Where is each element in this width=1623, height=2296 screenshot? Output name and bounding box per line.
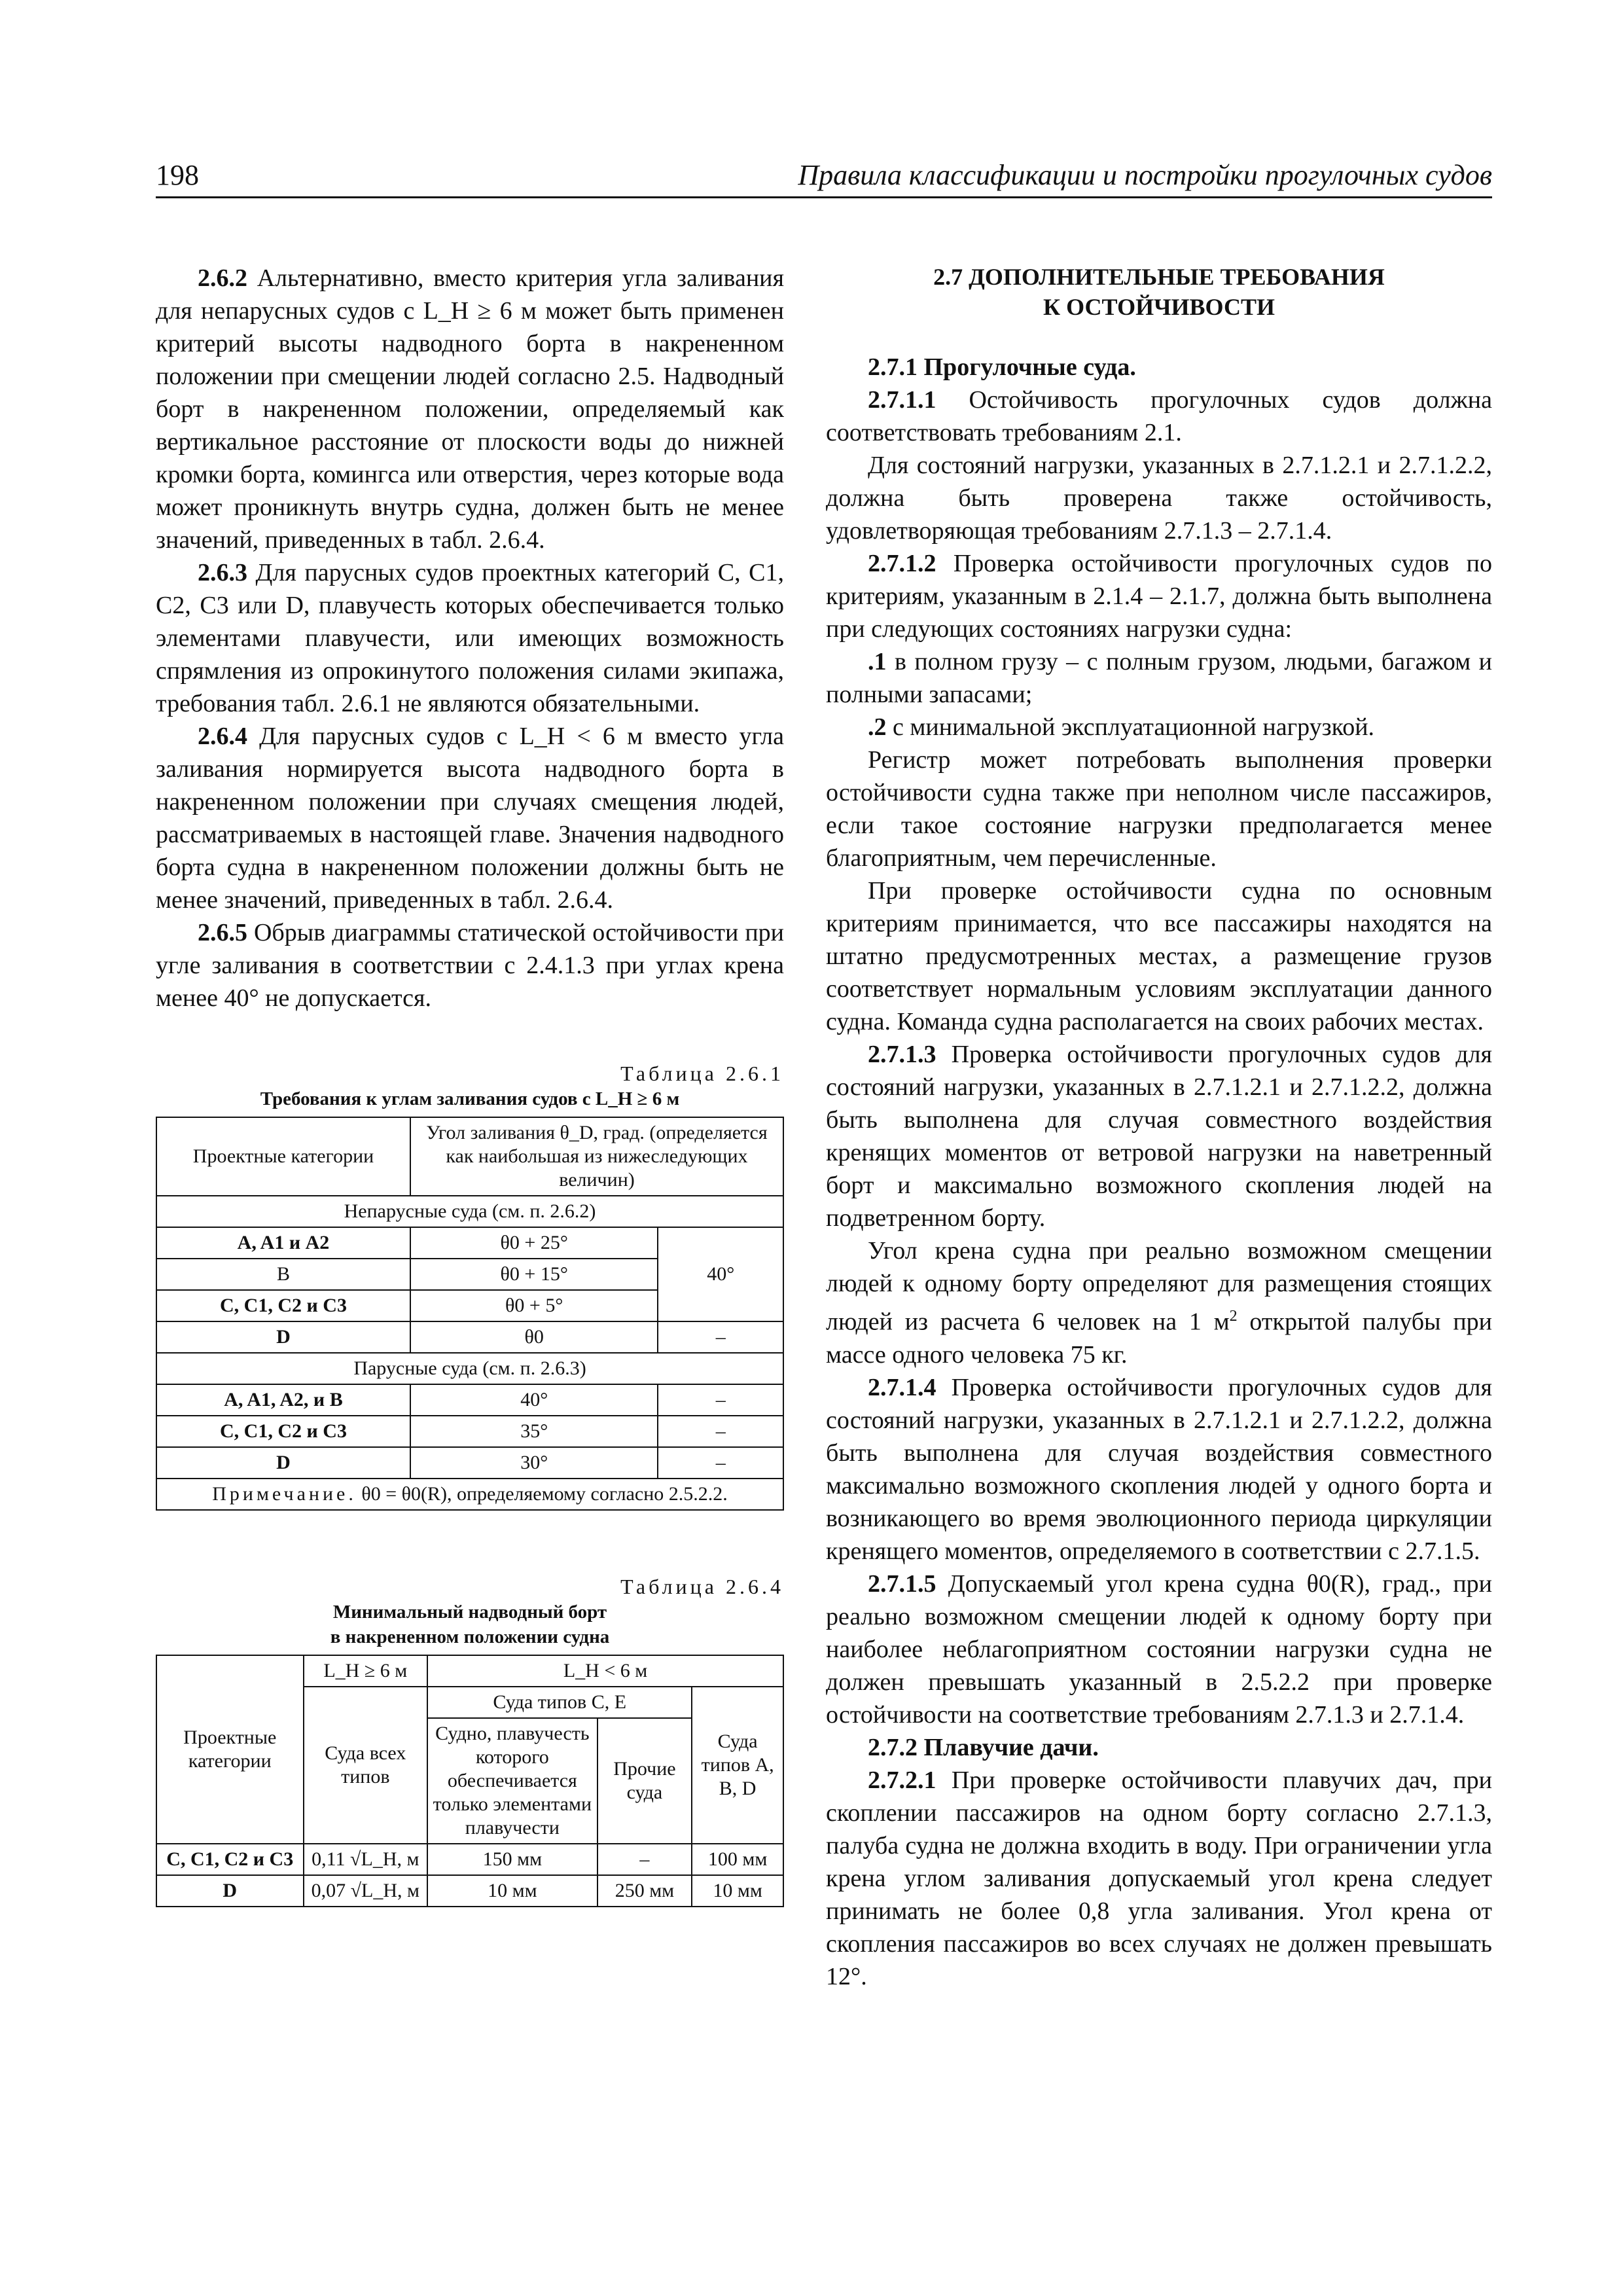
angle-cell: θ0 [410,1321,658,1353]
table-2-6-4-caption: Таблица 2.6.4 [620,1575,784,1598]
note-label: Примечание. [212,1483,357,1505]
table-row [156,1875,783,1907]
table-2-6-4-title-line1: Минимальный надводный борт [332,1602,607,1623]
text-part: Угол крена судна при реально возможном смещении людей к одному борту определяют для размещения стоящих людей из расчета 6 человек на 1 м [826,1237,1492,1336]
header-cell: Суда типов A, B, D [692,1687,783,1844]
category-cell: D [156,1447,410,1479]
table-row [156,1844,783,1875]
text-part: открытой палубы при массе одного человека 75 кг. [826,1308,1492,1369]
list-item [826,645,1492,711]
value-cell: – [658,1447,783,1479]
paragraph [826,1234,1492,1371]
header-cell: L_H < 6 м [427,1655,783,1687]
clause-text: Для парусных судов с L_H < 6 м вместо угла заливания нормируется высота надводного борта в накрененном положении при случаях смещения людей, рассматриваемых в настоящей главе. Значения надводного борта судна в накрененном положении должны быть не менее значений, приведенных в табл. 2.6.4. [156,723,784,914]
clause-number: 2.6.5 [198,919,247,946]
clause-text: Проверка остойчивости прогулочных судов по критериям, указанным в 2.1.4 – 2.1.7, должна быть выполнена при следующих состояниях нагрузки судна: [826,550,1492,643]
paragraph-2-7-1-2 [826,547,1492,645]
superscript: 2 [1229,1308,1238,1325]
table-group-row [156,1353,783,1384]
category-cell: A, A1 и A2 [156,1227,410,1259]
paragraph-2-6-3 [156,556,784,720]
table-note [156,1479,783,1510]
table-2-6-1-title: Требования к углам заливания судов с L_H ≥ 6 м [260,1088,680,1109]
clause-number: 2.6.4 [198,723,247,750]
item-number: .2 [868,713,887,741]
paragraph-2-6-4 [156,720,784,916]
value-cell: 150 мм [427,1844,597,1875]
table-row [156,1447,783,1479]
header-cell: L_H ≥ 6 м [304,1655,428,1687]
clause-text: При проверке остойчивости плавучих дач, при скоплении пассажиров на одном борту согласно 2.7.1.3, палуба судна не должна входить в воду. При ограничении угла крена углом заливания допускаемый угол крена следует принимать не более 0,8 угла заливания. Угол крена от скопления пассажиров во всех случаях не должен превышать 12°. [826,1766,1492,1990]
value-cell: – [658,1321,783,1353]
clause-number: 2.7.1.2 [868,550,936,577]
section-title-line: 2.7 ДОПОЛНИТЕЛЬНЫЕ ТРЕБОВАНИЯ [933,264,1385,290]
paragraph-2-6-5 [156,916,784,1014]
item-number: .1 [868,648,887,675]
clause-number: 2.7.1.5 [868,1570,936,1598]
right-column [826,262,1492,1993]
category-cell: A, A1, A2, и B [156,1384,410,1416]
clause-text: Допускаемый угол крена судна θ0(R), град., при реально возможном смещении людей к одному борту при наиболее неблагоприятном состоянии нагрузки судна не должен превышать указанный в 2.5.2.2 при проверке остойчивости на соответствие требованиям 2.7.1.3 и 2.7.1.4. [826,1570,1492,1729]
table-header-row [156,1655,783,1687]
table-2-6-1 [156,1117,784,1511]
clause-number: 2.7.1.4 [868,1373,936,1401]
category-cell: C, C1, C2 и C3 [156,1844,304,1875]
header-cell: Проектные категории [156,1655,304,1844]
category-cell: D [156,1321,410,1353]
paragraph: При проверке остойчивости судна по основным критериям принимается, что все пассажиры находятся на штатно предусмотренных местах, а размещение грузов соответствует нормальным условиям эксплуатации данного судна. Команда судна располагается на своих рабочих местах. [826,877,1492,1035]
clause-number: 2.6.2 [198,264,247,292]
header-cell: Суда всех типов [304,1687,428,1844]
page-number: 198 [156,159,199,191]
page-header [156,156,1492,198]
clause-text: Альтернативно, вместо критерия угла заливания для непарусных судов с L_H ≥ 6 м может быть применен критерий высоты надводного борта в накрененном положении при смещении людей согласно 2.5. Надводный борт в накрененном положении, определяемый как вертикальное расстояние от плоскости воды до нижней кромки борта, комингса или отверстия, через которые вода может проникнуть внутрь судна, должен быть не менее значений, приведенных в табл. 2.6.4. [156,264,784,554]
table-group-row [156,1196,783,1227]
clause-text: Проверка остойчивости прогулочных судов для состояний нагрузки, указанных в 2.7.1.2.1 и 2.7.1.2.2, должна быть выполнена для случая воздействия совместного максимально возможного скопления людей у одного борта и возникающего во время эволюционного периода циркуляции кренящего моментов, определяемого в соответствии с 2.7.1.5. [826,1373,1492,1565]
angle-cell: 35° [410,1416,658,1447]
angle-cell: θ0 + 5° [410,1290,658,1321]
table-2-6-1-caption: Таблица 2.6.1 [620,1062,784,1085]
table-2-6-4-title-line2: в накрененном положении судна [330,1626,610,1647]
category-cell: B [156,1259,410,1290]
clause-text: Остойчивость прогулочных судов должна соответствовать требованиям 2.1. [826,386,1492,446]
angle-cell: 40° [410,1384,658,1416]
group-cell: Парусные суда (см. п. 2.6.3) [156,1353,783,1384]
header-cell: Суда типов C, E [427,1687,692,1718]
angle-cell: θ0 + 15° [410,1259,658,1290]
value-cell: 10 мм [427,1875,597,1907]
table-row [156,1384,783,1416]
table-note-row [156,1479,783,1510]
paragraph-2-7-2-1 [826,1764,1492,1993]
clause-number: 2.7.1.3 [868,1041,936,1068]
paragraph: Для состояний нагрузки, указанных в 2.7.1.2.1 и 2.7.1.2.2, должна быть проверена также остойчивость, удовлетворяющая требованиям 2.7.1.3 – 2.7.1.4. [826,452,1492,545]
section-title [826,262,1492,322]
paragraph-2-7-1-5 [826,1568,1492,1731]
value-cell: 0,07 √L_H, м [304,1875,428,1907]
value-cell: 10 мм [692,1875,783,1907]
value-cell: 250 мм [597,1875,692,1907]
table-row [156,1227,783,1259]
category-cell: C, C1, C2 и C3 [156,1416,410,1447]
table-2-6-4 [156,1655,784,1907]
left-column [156,262,784,1907]
paragraph-2-7-1-4 [826,1371,1492,1568]
section-title-line: К ОСТОЙЧИВОСТИ [1043,294,1275,320]
table-header-row [156,1117,783,1196]
category-cell: C, C1, C2 и C3 [156,1290,410,1321]
note-text: θ0 = θ0(R), определяемому согласно 2.5.2.2. [356,1483,728,1505]
paragraph: Регистр может потребовать выполнения проверки остойчивости судна также при неполном числе пассажиров, если такое состояние нагрузки предполагается менее благоприятным, чем перечисленные. [826,746,1492,872]
subsection-title-2-7-1: 2.7.1 Прогулочные суда. [868,353,1136,381]
clause-text: Для парусных судов проектных категорий C, C1, C2, C3 или D, плавучесть которых обеспечивается только элементами плавучести, или имеющих возможность спрямления из опрокинутого положения силами экипажа, требования табл. 2.6.1 не являются обязательными. [156,559,784,717]
category-cell: D [156,1875,304,1907]
angle-cell: θ0 + 25° [410,1227,658,1259]
header-cell: Угол заливания θ_D, град. (определяется как наибольшая из нижеследующих величин) [410,1117,783,1196]
item-text: в полном грузу – с полным грузом, людьми, багажом и полными запасами; [826,648,1492,708]
running-title: Правила классификации и постройки прогулочных судов [798,159,1492,191]
subsection-title-2-7-2: 2.7.2 Плавучие дачи. [868,1733,1099,1761]
value-cell: – [658,1384,783,1416]
value-cell: – [658,1416,783,1447]
value-cell: 0,11 √L_H, м [304,1844,428,1875]
paragraph-2-7-1-3 [826,1038,1492,1234]
paragraph-2-6-2 [156,262,784,556]
clause-text: Проверка остойчивости прогулочных судов для состояний нагрузки, указанных в 2.7.1.2.1 и 2.7.1.2.2, должна быть выполнена для случая совместного воздействия кренящих моментов от ветровой нагрузки на наветренный борт и максимально возможного скопления людей на подветренном борту. [826,1041,1492,1232]
paragraph-2-7-1-1 [826,384,1492,449]
clause-number: 2.6.3 [198,559,247,586]
header-cell: Проектные категории [156,1117,410,1196]
clause-text: Обрыв диаграммы статической остойчивости при угле заливания в соответствии с 2.4.1.3 при углах крена менее 40° не допускается. [156,919,784,1012]
table-row [156,1321,783,1353]
clause-number: 2.7.2.1 [868,1766,936,1794]
shared-value-cell: 40° [658,1227,783,1321]
table-row [156,1416,783,1447]
clause-number: 2.7.1.1 [868,386,936,414]
value-cell: – [597,1844,692,1875]
value-cell: 100 мм [692,1844,783,1875]
item-text: с минимальной эксплуатационной нагрузкой. [886,713,1375,741]
header-cell: Судно, плавучесть которого обеспечивается только элементами плавучести [427,1718,597,1844]
list-item [826,711,1492,744]
header-cell: Прочие суда [597,1718,692,1844]
angle-cell: 30° [410,1447,658,1479]
group-cell: Непарусные суда (см. п. 2.6.2) [156,1196,783,1227]
